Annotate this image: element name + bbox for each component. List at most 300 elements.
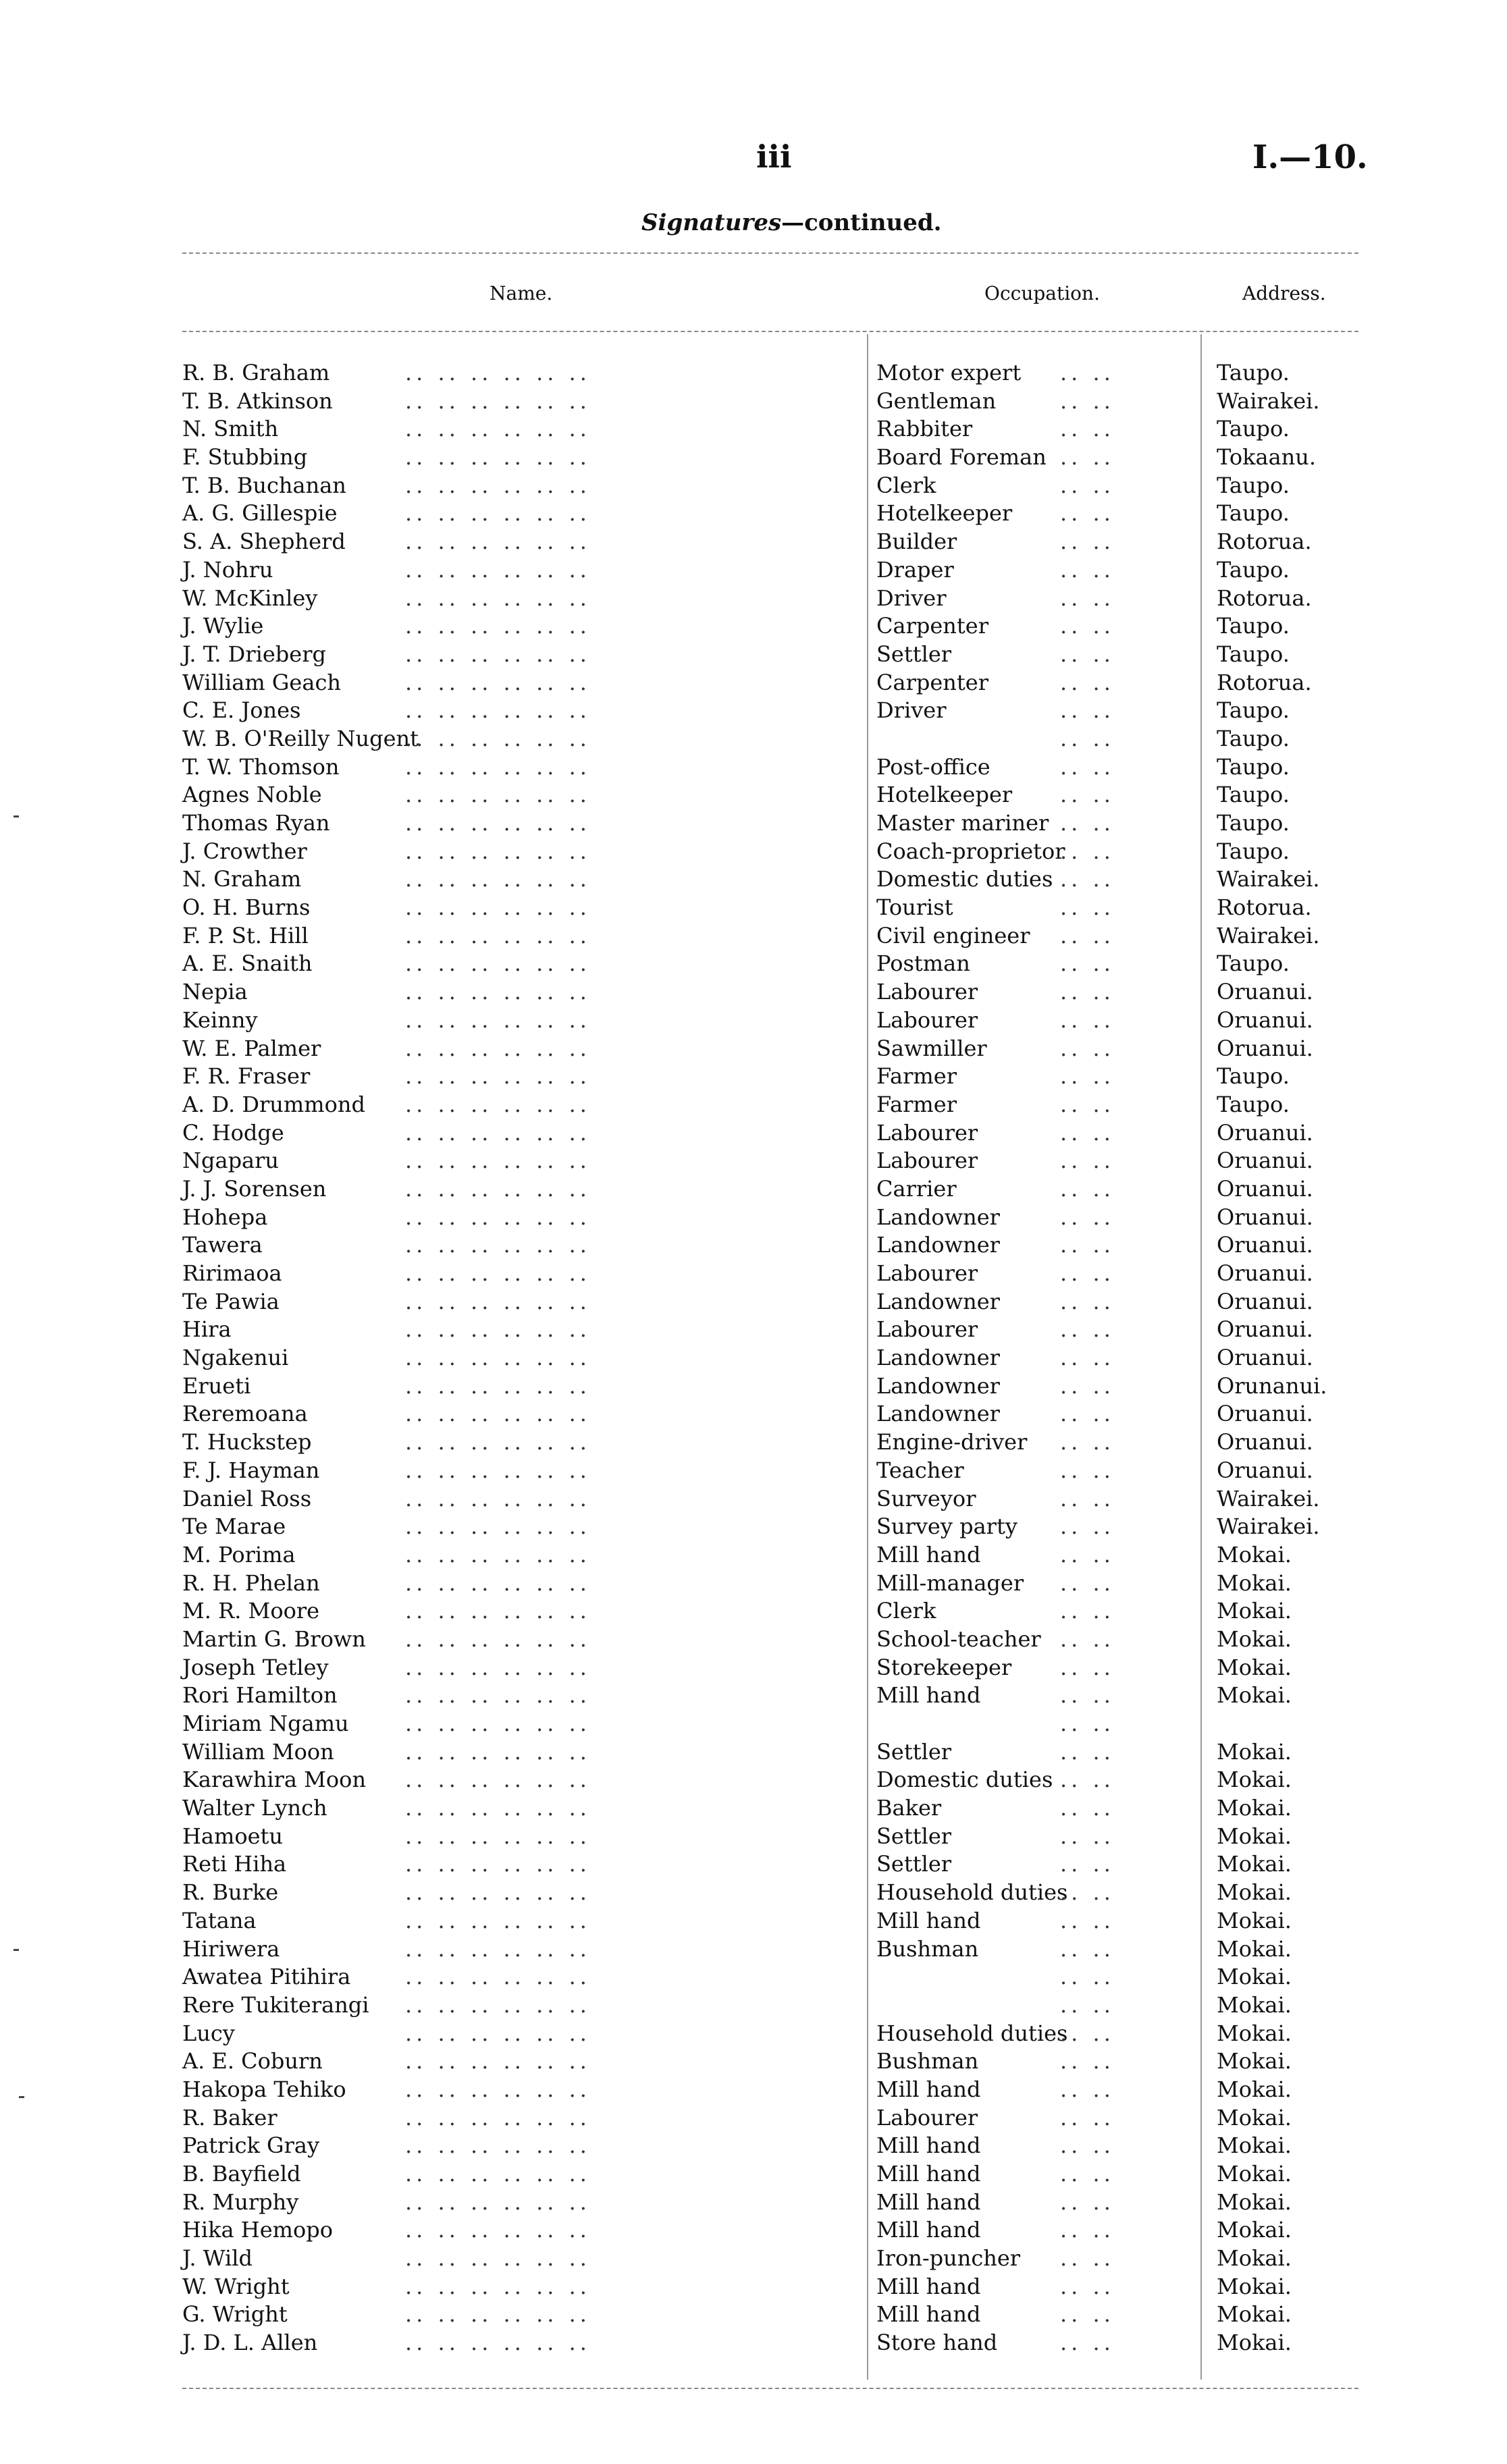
signatory-address: Oruanui. (1217, 1204, 1313, 1230)
table-row (182, 922, 1358, 950)
signatory-occupation: Mill hand (876, 2161, 981, 2187)
leader-dots: .. .. (1060, 1711, 1115, 1736)
leader-dots: .. .. .. .. .. .. (405, 1288, 591, 1314)
signatory-address: Oruanui. (1217, 1457, 1313, 1483)
signatory-address: Mokai. (1217, 2273, 1292, 2299)
signatory-address: Mokai. (1217, 1626, 1292, 1652)
table-row (182, 359, 1358, 387)
leader-dots: .. .. (1060, 697, 1115, 724)
signatory-occupation: Bushman (876, 1935, 979, 1962)
leader-dots: .. .. (1060, 1879, 1115, 1906)
signatory-occupation: Clerk (876, 1598, 936, 1624)
signatory-name: A. D. Drummond (182, 1091, 365, 1117)
signatory-occupation: Mill-manager (876, 1570, 1024, 1596)
signatory-address: Oruanui. (1217, 1175, 1313, 1202)
signatory-name: A. E. Snaith (182, 950, 313, 977)
leader-dots: .. .. (1060, 1767, 1115, 1793)
leader-dots: .. .. (1060, 1738, 1115, 1765)
leader-dots: .. .. .. .. .. .. (405, 922, 591, 948)
table-row (182, 1316, 1358, 1344)
leader-dots: .. .. (1060, 1175, 1115, 1202)
leader-dots: .. .. (1060, 753, 1115, 780)
signatory-address: Tokaanu. (1217, 444, 1317, 471)
signatory-address: Mokai. (1217, 2076, 1292, 2102)
leader-dots: .. .. (1060, 1654, 1115, 1680)
leader-dots: .. .. .. .. .. .. (405, 1260, 591, 1286)
signatory-name: J. Wylie (182, 613, 264, 639)
leader-dots: .. .. .. .. .. .. (405, 1823, 591, 1849)
table-row (182, 2273, 1358, 2301)
signatory-name: J. J. Sorensen (182, 1175, 327, 1202)
table-row (182, 1710, 1358, 1738)
signatory-occupation: Driver (876, 585, 947, 611)
signatory-address: Mokai. (1217, 2217, 1292, 2243)
leader-dots: .. .. (1060, 1119, 1115, 1146)
signatory-address: Mokai. (1217, 2330, 1292, 2356)
signatory-address: Taupo. (1217, 838, 1290, 864)
leader-dots: .. .. (1060, 1260, 1115, 1286)
signatory-name: J. T. Drieberg (182, 641, 326, 667)
signatory-name: C. Hodge (182, 1119, 284, 1146)
signatory-address: Rotorua. (1217, 529, 1312, 555)
signatory-occupation: Mill hand (876, 1541, 981, 1568)
signatory-name: T. B. Atkinson (182, 387, 333, 414)
leader-dots: .. .. (1060, 1964, 1115, 1990)
signatory-name: Ngaparu (182, 1148, 280, 1174)
signatory-name: G. Wright (182, 2301, 288, 2328)
leader-dots: .. .. (1060, 1991, 1115, 2018)
signatory-occupation: Builder (876, 529, 957, 555)
table-row (182, 1682, 1358, 1710)
leader-dots: .. .. .. .. .. .. (405, 1879, 591, 1906)
column-header-occupation: Occupation. (984, 282, 1100, 304)
leader-dots: .. .. .. .. .. .. (405, 1232, 591, 1258)
leader-dots: .. .. (1060, 866, 1115, 892)
leader-dots: .. .. (1060, 1598, 1115, 1624)
leader-dots: .. .. .. .. .. .. (405, 1654, 591, 1680)
signatory-name: T. Huckstep (182, 1429, 312, 1455)
table-row (182, 2329, 1358, 2357)
table-row (182, 2160, 1358, 2189)
signatory-occupation: Draper (876, 556, 954, 583)
table-row (182, 1400, 1358, 1428)
signatory-occupation: Board Foreman (876, 444, 1047, 471)
signatory-address: Mokai. (1217, 1541, 1292, 1568)
signatory-address: Oruanui. (1217, 1401, 1313, 1427)
leader-dots: .. .. (1060, 500, 1115, 527)
signatory-address: Oruanui. (1217, 979, 1313, 1005)
leader-dots: .. .. (1060, 387, 1115, 414)
signatory-name: F. J. Hayman (182, 1457, 320, 1483)
leader-dots: .. .. .. .. .. .. (405, 2048, 591, 2074)
leader-dots: .. .. .. .. .. .. (405, 1907, 591, 1933)
table-row (182, 387, 1358, 416)
leader-dots: .. .. (1060, 1148, 1115, 1174)
leader-dots: .. .. .. .. .. .. (405, 1964, 591, 1990)
signatory-name: J. Nohru (182, 556, 273, 583)
signatory-name: W. B. O'Reilly Nugent (182, 725, 419, 751)
signatory-occupation: Baker (876, 1795, 942, 1821)
signatory-address: Wairakei. (1217, 1514, 1320, 1540)
signatory-address: Taupo. (1217, 1063, 1290, 1090)
signatory-name: B. Bayfield (182, 2161, 301, 2187)
signatory-occupation: Landowner (876, 1345, 1000, 1371)
leader-dots: .. .. (1060, 360, 1115, 385)
signatory-address: Mokai. (1217, 1879, 1292, 1906)
signatory-name: W. McKinley (182, 585, 318, 611)
table-row (182, 2189, 1358, 2217)
signatory-name: Agnes Noble (182, 782, 322, 808)
leader-dots: .. .. .. .. .. .. (405, 444, 591, 471)
leader-dots: .. .. .. .. .. .. (405, 866, 591, 892)
signatory-name: Hakopa Tehiko (182, 2076, 346, 2102)
leader-dots: .. .. (1060, 416, 1115, 442)
signatory-occupation: Teacher (876, 1457, 964, 1483)
signatory-name: Hika Hemopo (182, 2217, 333, 2243)
leader-dots: .. .. .. .. .. .. (405, 1767, 591, 1793)
table-row (182, 1766, 1358, 1794)
signatory-address: Oruanui. (1217, 1316, 1313, 1343)
leader-dots: .. .. (1060, 2273, 1115, 2299)
signatory-address: Mokai. (1217, 2048, 1292, 2074)
leader-dots: .. .. (1060, 782, 1115, 808)
signatory-name: A. E. Coburn (182, 2048, 323, 2074)
table-row (182, 781, 1358, 809)
leader-dots: .. .. .. .. .. .. (405, 1091, 591, 1117)
signatory-name: Joseph Tetley (182, 1654, 329, 1680)
leader-dots: .. .. .. .. .. .. (405, 585, 591, 611)
signatory-name: R. Burke (182, 1879, 279, 1906)
signatory-occupation: Landowner (876, 1401, 1000, 1427)
leader-dots: .. .. .. .. .. .. (405, 1738, 591, 1765)
signatory-occupation: Labourer (876, 1260, 978, 1286)
leader-dots: .. .. .. .. .. .. (405, 1935, 591, 1962)
leader-dots: .. .. (1060, 2245, 1115, 2272)
table-row (182, 1147, 1358, 1175)
table-row (182, 1063, 1358, 1091)
leader-dots: .. .. .. .. .. .. (405, 2020, 591, 2046)
leader-dots: .. .. (1060, 1091, 1115, 1117)
leader-dots: .. .. (1060, 1457, 1115, 1483)
leader-dots: .. .. (1060, 1514, 1115, 1540)
signatory-name: T. B. Buchanan (182, 472, 346, 498)
leader-dots: .. .. .. .. .. .. (405, 2189, 591, 2215)
signatory-name: Nepia (182, 979, 248, 1005)
signatory-name: William Geach (182, 669, 341, 695)
table-row (182, 1626, 1358, 1654)
table-row (182, 2076, 1358, 2104)
signatory-occupation: Carpenter (876, 613, 988, 639)
signatory-name: Keinny (182, 1007, 258, 1033)
table-row (182, 641, 1358, 669)
table-row (182, 1794, 1358, 1823)
leader-dots: .. .. .. .. .. .. (405, 500, 591, 527)
leader-dots: .. .. .. .. .. .. (405, 360, 591, 385)
signatory-address: Taupo. (1217, 725, 1290, 751)
table-row (182, 1428, 1358, 1457)
leader-dots: .. .. (1060, 2020, 1115, 2046)
table-row (182, 1175, 1358, 1204)
table-row (182, 1204, 1358, 1232)
page-title (641, 209, 942, 236)
signatory-address: Mokai. (1217, 2020, 1292, 2046)
signatory-name: Te Marae (182, 1514, 286, 1540)
signatory-name: Thomas Ryan (182, 810, 330, 836)
signatory-occupation: Landowner (876, 1288, 1000, 1314)
signatory-occupation: Household duties (876, 1879, 1068, 1906)
leader-dots: .. .. (1060, 1372, 1115, 1399)
table-row (182, 1288, 1358, 1316)
table-row (182, 1035, 1358, 1063)
table-row (182, 1344, 1358, 1372)
signatory-address: Mokai. (1217, 2104, 1292, 2131)
table-row (182, 585, 1358, 613)
table-row (182, 1963, 1358, 1991)
signatory-address: Orunanui. (1217, 1372, 1327, 1399)
table-row (182, 1823, 1358, 1851)
signatory-occupation: Iron-puncher (876, 2245, 1021, 2272)
signatory-occupation: Carpenter (876, 669, 988, 695)
signatory-name: N. Smith (182, 416, 279, 442)
signatory-name: J. D. L. Allen (182, 2330, 318, 2356)
table-row (182, 2216, 1358, 2245)
signatory-occupation: Household duties (876, 2020, 1068, 2046)
signatory-name: Rori Hamilton (182, 1682, 338, 1709)
signatory-occupation: Driver (876, 697, 947, 724)
title-signatures: Signatures (641, 209, 782, 236)
signatory-address: Taupo. (1217, 472, 1290, 498)
signatory-address: Mokai. (1217, 2301, 1292, 2328)
leader-dots: .. .. .. .. .. .. (405, 1626, 591, 1652)
leader-dots: .. .. .. .. .. .. (405, 416, 591, 442)
margin-mark (14, 815, 19, 818)
signatory-name: M. R. Moore (182, 1598, 320, 1624)
leader-dots: .. .. (1060, 1288, 1115, 1314)
leader-dots: .. .. (1060, 810, 1115, 836)
signatory-name: Reremoana (182, 1401, 308, 1427)
leader-dots: .. .. .. .. .. .. (405, 1007, 591, 1033)
signatory-name: F. P. St. Hill (182, 922, 309, 948)
signatory-occupation: Labourer (876, 1007, 978, 1033)
signatory-occupation: Farmer (876, 1063, 957, 1090)
signatory-name: N. Graham (182, 866, 302, 892)
leader-dots: .. .. .. .. .. .. (405, 387, 591, 414)
leader-dots: .. .. .. .. .. .. (405, 529, 591, 555)
leader-dots: .. .. (1060, 2330, 1115, 2356)
signatory-occupation: Storekeeper (876, 1654, 1012, 1680)
leader-dots: .. .. .. .. .. .. (405, 1204, 591, 1230)
leader-dots: .. .. (1060, 1007, 1115, 1033)
signatory-name: Awatea Pitihira (182, 1964, 351, 1990)
signatory-address: Oruanui. (1217, 1345, 1313, 1371)
leader-dots: .. .. (1060, 1035, 1115, 1061)
leader-dots: .. .. .. .. .. .. (405, 1429, 591, 1455)
signatory-occupation: School-teacher (876, 1626, 1041, 1652)
table-row (182, 950, 1358, 978)
signatory-address: Mokai. (1217, 1935, 1292, 1962)
signatory-occupation: Bushman (876, 2048, 979, 2074)
leader-dots: .. .. .. .. .. .. (405, 1457, 591, 1483)
signatory-occupation: Settler (876, 1851, 952, 1877)
table-row (182, 472, 1358, 500)
signatory-name: Karawhira Moon (182, 1767, 367, 1793)
table-row (182, 865, 1358, 894)
table-row (182, 1372, 1358, 1401)
header-rule (182, 331, 1358, 332)
leader-dots: .. .. .. .. .. .. (405, 838, 591, 864)
leader-dots: .. .. .. .. .. .. (405, 782, 591, 808)
signatory-occupation: Postman (876, 950, 970, 977)
table-row (182, 415, 1358, 444)
signatory-address: Mokai. (1217, 1851, 1292, 1877)
table-row (182, 1485, 1358, 1514)
signatory-address: Mokai. (1217, 1598, 1292, 1624)
leader-dots: .. .. (1060, 2076, 1115, 2102)
signatory-address: Mokai. (1217, 1654, 1292, 1680)
leader-dots: .. .. (1060, 613, 1115, 639)
leader-dots: .. .. (1060, 922, 1115, 948)
table-row (182, 1597, 1358, 1626)
table-row (182, 1850, 1358, 1879)
signatory-name: C. E. Jones (182, 697, 301, 724)
table-row (182, 894, 1358, 922)
signatory-address: Wairakei. (1217, 387, 1320, 414)
leader-dots: .. .. (1060, 1823, 1115, 1849)
signatory-name: Daniel Ross (182, 1485, 312, 1511)
table-row (182, 1541, 1358, 1570)
signatory-address: Taupo. (1217, 782, 1290, 808)
signatory-occupation: Farmer (876, 1091, 957, 1117)
table-row (182, 1907, 1358, 1935)
leader-dots: .. .. (1060, 1626, 1115, 1652)
signatory-address: Taupo. (1217, 360, 1290, 385)
signatory-name: R. Baker (182, 2104, 277, 2131)
signatory-name: Rere Tukiterangi (182, 1991, 369, 2018)
leader-dots: .. .. .. .. .. .. (405, 1485, 591, 1511)
signatory-name: Hamoetu (182, 1823, 283, 1849)
table-row (182, 838, 1358, 866)
signatory-address: Taupo. (1217, 613, 1290, 639)
leader-dots: .. .. .. .. .. .. (405, 2273, 591, 2299)
signatory-name: Patrick Gray (182, 2133, 320, 2159)
signatory-address: Oruanui. (1217, 1119, 1313, 1146)
signatory-name: J. Crowther (182, 838, 307, 864)
signatory-occupation: Motor expert (876, 360, 1022, 385)
signatory-address: Mokai. (1217, 2189, 1292, 2215)
signatory-occupation: Settler (876, 641, 952, 667)
leader-dots: .. .. (1060, 1935, 1115, 1962)
signatory-occupation: Mill hand (876, 2301, 981, 2328)
leader-dots: .. .. .. .. .. .. (405, 2133, 591, 2159)
signatory-occupation: Sawmiller (876, 1035, 987, 1061)
signatory-address: Taupo. (1217, 697, 1290, 724)
leader-dots: .. .. (1060, 472, 1115, 498)
signatory-occupation: Survey party (876, 1514, 1017, 1540)
leader-dots: .. .. .. .. .. .. (405, 1682, 591, 1709)
leader-dots: .. .. (1060, 1907, 1115, 1933)
table-row (182, 1231, 1358, 1260)
table-row (182, 697, 1358, 725)
leader-dots: .. .. .. .. .. .. (405, 1851, 591, 1877)
leader-dots: .. .. (1060, 1232, 1115, 1258)
signatory-occupation: Labourer (876, 1148, 978, 1174)
leader-dots: .. .. (1060, 529, 1115, 555)
signatory-address: Taupo. (1217, 1091, 1290, 1117)
table-row (182, 1119, 1358, 1148)
signatory-name: W. Wright (182, 2273, 290, 2299)
signatory-address: Rotorua. (1217, 669, 1312, 695)
signatory-address: Oruanui. (1217, 1429, 1313, 1455)
table-row (182, 1935, 1358, 1964)
signatory-occupation: Landowner (876, 1372, 1000, 1399)
leader-dots: .. .. (1060, 2217, 1115, 2243)
signatory-occupation: Civil engineer (876, 922, 1030, 948)
signatory-occupation: Domestic duties (876, 1767, 1053, 1793)
leader-dots: .. .. (1060, 725, 1115, 751)
margin-mark (19, 2096, 24, 2098)
column-header-name: Name. (490, 282, 553, 304)
signatory-name: Hohepa (182, 1204, 268, 1230)
signatory-occupation: Hotelkeeper (876, 500, 1013, 527)
leader-dots: .. .. (1060, 1795, 1115, 1821)
signatory-occupation: Mill hand (876, 2133, 981, 2159)
signatory-name: Erueti (182, 1372, 251, 1399)
leader-dots: .. .. .. .. .. .. (405, 1991, 591, 2018)
signatory-occupation: Labourer (876, 1119, 978, 1146)
leader-dots: .. .. .. .. .. .. (405, 2217, 591, 2243)
leader-dots: .. .. .. .. .. .. (405, 2301, 591, 2328)
table-row (182, 556, 1358, 585)
signatory-occupation: Landowner (876, 1204, 1000, 1230)
signatory-name: O. H. Burns (182, 894, 311, 921)
leader-dots: .. .. .. .. .. .. (405, 1541, 591, 1568)
leader-dots: .. .. (1060, 1345, 1115, 1371)
leader-dots: .. .. (1060, 2048, 1115, 2074)
table-row (182, 725, 1358, 753)
signatory-address: Mokai. (1217, 1767, 1292, 1793)
leader-dots: .. .. (1060, 2301, 1115, 2328)
leader-dots: .. .. (1060, 2189, 1115, 2215)
signatory-address: Mokai. (1217, 2245, 1292, 2272)
page-number: iii (756, 138, 792, 175)
signatory-name: Reti Hiha (182, 1851, 287, 1877)
title-continued: —continued. (781, 209, 942, 236)
signatory-occupation: Mill hand (876, 1682, 981, 1709)
leader-dots: .. .. .. .. .. .. (405, 1795, 591, 1821)
signatory-address: Taupo. (1217, 641, 1290, 667)
signatory-address: Rotorua. (1217, 585, 1312, 611)
leader-dots: .. .. .. .. .. .. (405, 950, 591, 977)
signatory-address: Mokai. (1217, 2161, 1292, 2187)
leader-dots: .. .. .. .. .. .. (405, 1345, 591, 1371)
signatory-occupation: Tourist (876, 894, 953, 921)
table-row (182, 809, 1358, 838)
signatory-address: Mokai. (1217, 1795, 1292, 1821)
leader-dots: .. .. (1060, 641, 1115, 667)
signatory-occupation: Engine-driver (876, 1429, 1028, 1455)
table-row (182, 2020, 1358, 2048)
signatory-occupation: Settler (876, 1823, 952, 1849)
signatory-occupation: Coach-proprietor (876, 838, 1065, 864)
signatory-name: S. A. Shepherd (182, 529, 346, 555)
signatory-address: Oruanui. (1217, 1232, 1313, 1258)
leader-dots: .. .. .. .. .. .. (405, 894, 591, 921)
column-header-address: Address. (1242, 282, 1326, 304)
leader-dots: .. .. .. .. .. .. (405, 556, 591, 583)
table-row (182, 2245, 1358, 2273)
signatory-name: Ririmaoa (182, 1260, 282, 1286)
signatory-occupation: Gentleman (876, 387, 997, 414)
